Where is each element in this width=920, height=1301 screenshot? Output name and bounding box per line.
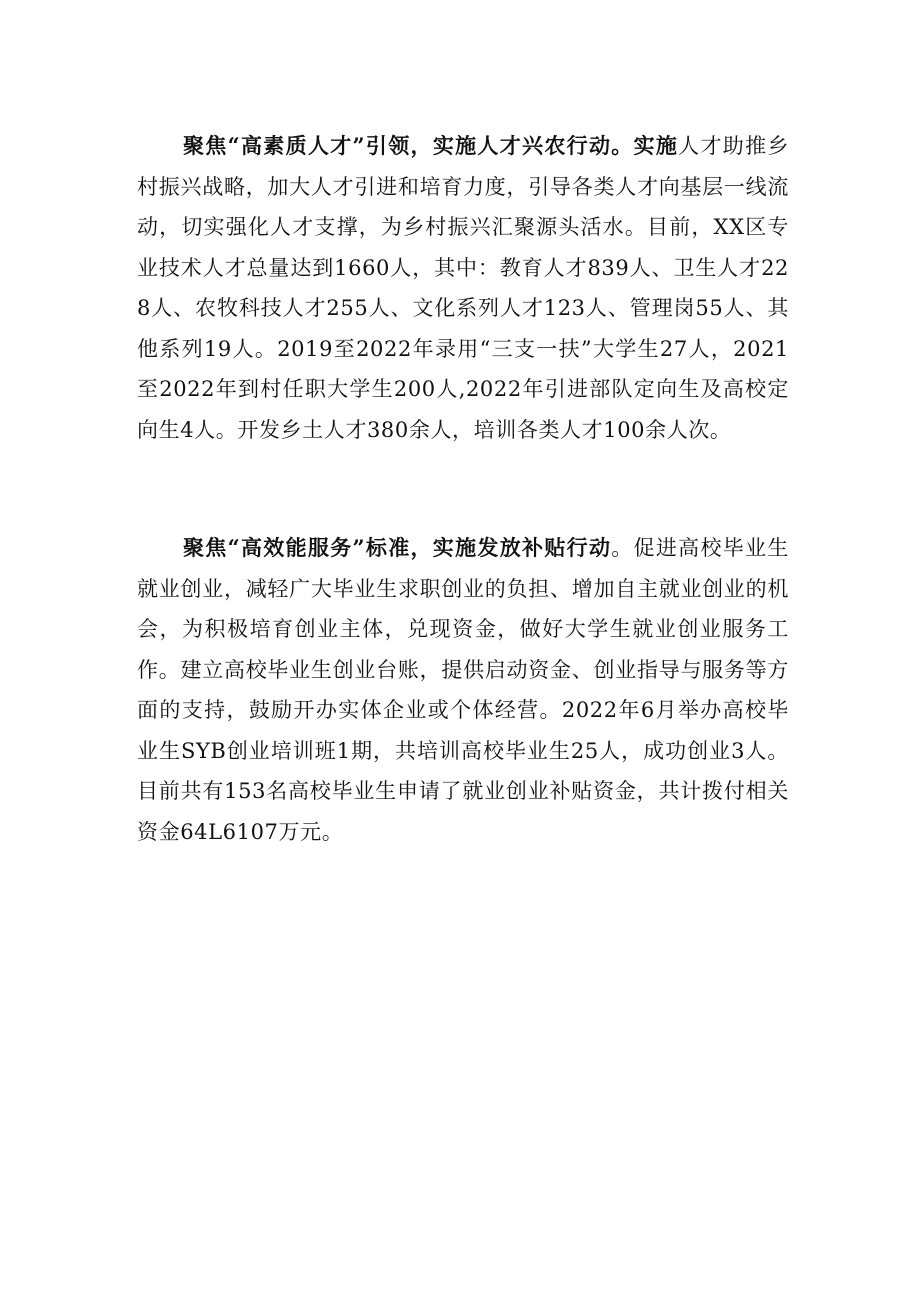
- paragraph-subsidy: [137, 528, 789, 852]
- paragraph-body: 。促进高校毕业生就业创业，减轻广大毕业生求职创业的负担、增加自主就业创业的机会，为积极培育创业主体，兑现资金，做好大学生就业创业服务工作。建立高校毕业生创业台账，提供启动资金、创业指导与服务等方面的支持，鼓励开办实体企业或个体经营。2022年6月举办高校毕业生SYB创业培训班1期，共培训高校毕业生25人，成功创业3人。目前共有153名高校毕业生申请了就业创业补贴资金，共计拨付相关资金64L6107万元。: [137, 536, 789, 844]
- paragraph-lead: 聚焦“高素质人才”引领，实施人才兴农行动。实施: [183, 133, 679, 158]
- paragraph-lead: 聚焦“高效能服务”标准，实施发放补贴行动: [183, 535, 612, 560]
- paragraph-body: 人才助推乡村振兴战略，加大人才引进和培育力度，引导各类人才向基层一线流动，切实强化人才支撑，为乡村振兴汇聚源头活水。目前，XX区专业技术人才总量达到1660人，其中：教育人才839人、卫生人才228人、农牧科技人才255人、文化系列人才123人、管理岗55人、其他系列19人。2019至2022年录用“三支一扶”大学生27人，2021至2022年到村任职大学生200人,2022年引进部队定向生及高校定向生4人。开发乡土人才380余人，培训各类人才100余人次。: [137, 134, 789, 442]
- paragraph-talent: [137, 126, 789, 450]
